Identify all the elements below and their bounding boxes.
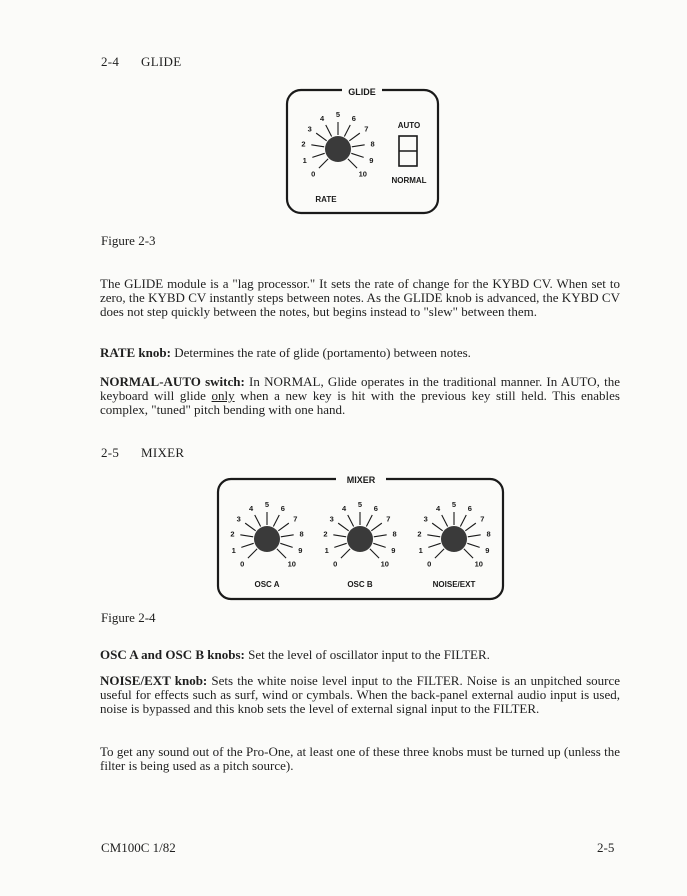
normal-auto-term: NORMAL-AUTO switch: (100, 374, 245, 389)
closing-paragraph: To get any sound out of the Pro-One, at least one of these three knobs must be turned up (unless the filter is being used as a pitch source). (100, 744, 620, 773)
tick-label: 2 (323, 529, 328, 539)
section-number: 2-4 (101, 54, 120, 69)
tick-mark (370, 549, 379, 558)
tick-mark (281, 535, 294, 537)
auto-label: AUTO (397, 121, 421, 130)
tick-mark (280, 543, 292, 547)
tick-mark (460, 515, 466, 527)
tick-label: 0 (311, 169, 316, 179)
tick-mark (349, 133, 360, 141)
tick-label: 10 (380, 559, 389, 569)
tick-label: 4 (436, 503, 441, 513)
tick-label: 2 (230, 529, 235, 539)
section-heading-mixer (101, 445, 184, 461)
tick-mark (334, 543, 346, 547)
tick-mark (467, 543, 479, 547)
tick-label: 4 (249, 503, 254, 513)
rate-knob (301, 110, 374, 179)
tick-label: 7 (364, 124, 369, 134)
tick-mark (352, 145, 365, 147)
osc-knobs-term: OSC A and OSC B knobs: (100, 647, 245, 662)
tick-label: 3 (329, 514, 334, 524)
rate-knob-text: Determines the rate of glide (portamento) between notes. (170, 345, 471, 360)
tick-mark (442, 515, 448, 527)
tick-mark (255, 515, 261, 527)
osc-b-knob (323, 500, 396, 569)
tick-mark (326, 125, 332, 137)
section-number: 2-5 (101, 445, 120, 460)
tick-mark (373, 543, 385, 547)
tick-label: 9 (391, 545, 396, 555)
tick-mark (277, 549, 286, 558)
tick-mark (435, 549, 444, 558)
tick-mark (464, 549, 473, 558)
tick-label: 6 (373, 503, 378, 513)
noise-knob-text: Sets the white noise level input to the FILTER. Noise is an unpitched source useful for effects such as surf, wind or cymbals. When the back-panel external audio input is used, noise is bypassed and this knob sets the level of external signal input to the FILTER. (100, 673, 620, 716)
tick-label: 9 (485, 545, 490, 555)
tick-label: 4 (342, 503, 347, 513)
tick-mark (241, 543, 253, 547)
tick-mark (432, 523, 443, 531)
tick-label: 4 (320, 113, 325, 123)
figure-caption-mixer: Figure 2-4 (101, 610, 156, 625)
tick-label: 1 (418, 545, 423, 555)
knob-cap (254, 526, 280, 552)
tick-label: 2 (301, 139, 306, 149)
tick-label: 1 (231, 545, 236, 555)
tick-label: 7 (480, 514, 485, 524)
osc-a-knob (230, 500, 303, 569)
tick-label: 6 (351, 113, 356, 123)
normal-label: NORMAL (391, 176, 427, 185)
glide-intro-paragraph: The GLIDE module is a "lag processor." It sets the rate of change for the KYBD CV. When set to zero, the KYBD CV instantly steps between notes. As the GLIDE knob is advanced, the KYBD CV does not step quickly between the notes, but begins instead to "slew" between them. (100, 276, 620, 319)
tick-label: 5 (264, 500, 270, 509)
tick-label: 10 (358, 169, 367, 179)
tick-mark (312, 153, 324, 157)
tick-mark (278, 523, 289, 531)
tick-label: 5 (451, 500, 457, 509)
tick-label: 7 (293, 514, 298, 524)
tick-mark (427, 535, 440, 537)
mixer-panel-diagram (216, 472, 506, 602)
tick-mark (240, 535, 253, 537)
noise-ext-knob (417, 500, 490, 569)
tick-label: 3 (307, 124, 312, 134)
tick-label: 7 (386, 514, 391, 524)
tick-mark (316, 133, 327, 141)
rate-knob-term: RATE knob: (100, 345, 171, 360)
noise-knob-paragraph (100, 674, 620, 716)
section-title: MIXER (141, 445, 185, 460)
tick-label: 8 (370, 139, 375, 149)
tick-label: 3 (423, 514, 428, 524)
glide-panel-diagram (285, 82, 441, 216)
figure-caption-glide: Figure 2-3 (101, 233, 156, 248)
osc-knobs-paragraph (100, 648, 620, 662)
section-heading-glide (101, 54, 182, 70)
tick-mark (341, 549, 350, 558)
tick-mark (273, 515, 279, 527)
normal-auto-paragraph: NORMAL-AUTO switch: In NORMAL, Glide operates in the traditional manner. In AUTO, the keyboard will glide only when a new key is hit with the previous key still held. This enables complex, "tuned" pitch bending with one hand. (100, 374, 621, 417)
tick-mark (371, 523, 382, 531)
tick-mark (428, 543, 440, 547)
tick-label: 0 (240, 559, 245, 569)
tick-label: 10 (474, 559, 483, 569)
tick-mark (311, 145, 324, 147)
tick-mark (344, 125, 350, 137)
tick-mark (245, 523, 256, 531)
tick-label: 6 (280, 503, 285, 513)
tick-mark (248, 549, 257, 558)
tick-label: 9 (369, 155, 374, 165)
osc-knobs-text: Set the level of oscillator input to the FILTER. (244, 647, 490, 662)
tick-mark (374, 535, 387, 537)
tick-label: 8 (486, 529, 491, 539)
only-emphasis: only (211, 388, 235, 403)
tick-mark (366, 515, 372, 527)
noise-knob-term: NOISE/EXT knob: (100, 673, 208, 688)
tick-label: 10 (287, 559, 296, 569)
tick-label: 2 (417, 529, 422, 539)
footer-doc-id: CM100C 1/82 (101, 840, 176, 855)
tick-mark (348, 159, 357, 168)
knob-cap (347, 526, 373, 552)
tick-label: 1 (324, 545, 329, 555)
osc-a-label: OSC A (254, 580, 280, 589)
tick-mark (351, 153, 363, 157)
tick-label: 6 (467, 503, 472, 513)
glide-panel-label: GLIDE (348, 87, 376, 97)
knob-cap (325, 136, 351, 162)
rate-knob-paragraph (100, 346, 620, 360)
tick-label: 1 (302, 155, 307, 165)
tick-mark (348, 515, 354, 527)
tick-label: 0 (427, 559, 432, 569)
tick-label: 8 (299, 529, 304, 539)
tick-label: 9 (298, 545, 303, 555)
tick-label: 0 (333, 559, 338, 569)
tick-label: 5 (335, 110, 341, 119)
tick-mark (468, 535, 481, 537)
tick-label: 5 (357, 500, 363, 509)
tick-mark (333, 535, 346, 537)
mixer-panel-label: MIXER (346, 475, 376, 485)
tick-label: 3 (236, 514, 241, 524)
osc-b-label: OSC B (347, 580, 373, 589)
tick-mark (338, 523, 349, 531)
tick-label: 8 (392, 529, 397, 539)
section-title: GLIDE (141, 54, 182, 69)
noise-ext-label: NOISE/EXT (432, 580, 476, 589)
tick-mark (319, 159, 328, 168)
footer-page-number: 2-5 (597, 840, 615, 855)
rate-knob-label: RATE (315, 195, 337, 204)
tick-mark (465, 523, 476, 531)
knob-cap (441, 526, 467, 552)
